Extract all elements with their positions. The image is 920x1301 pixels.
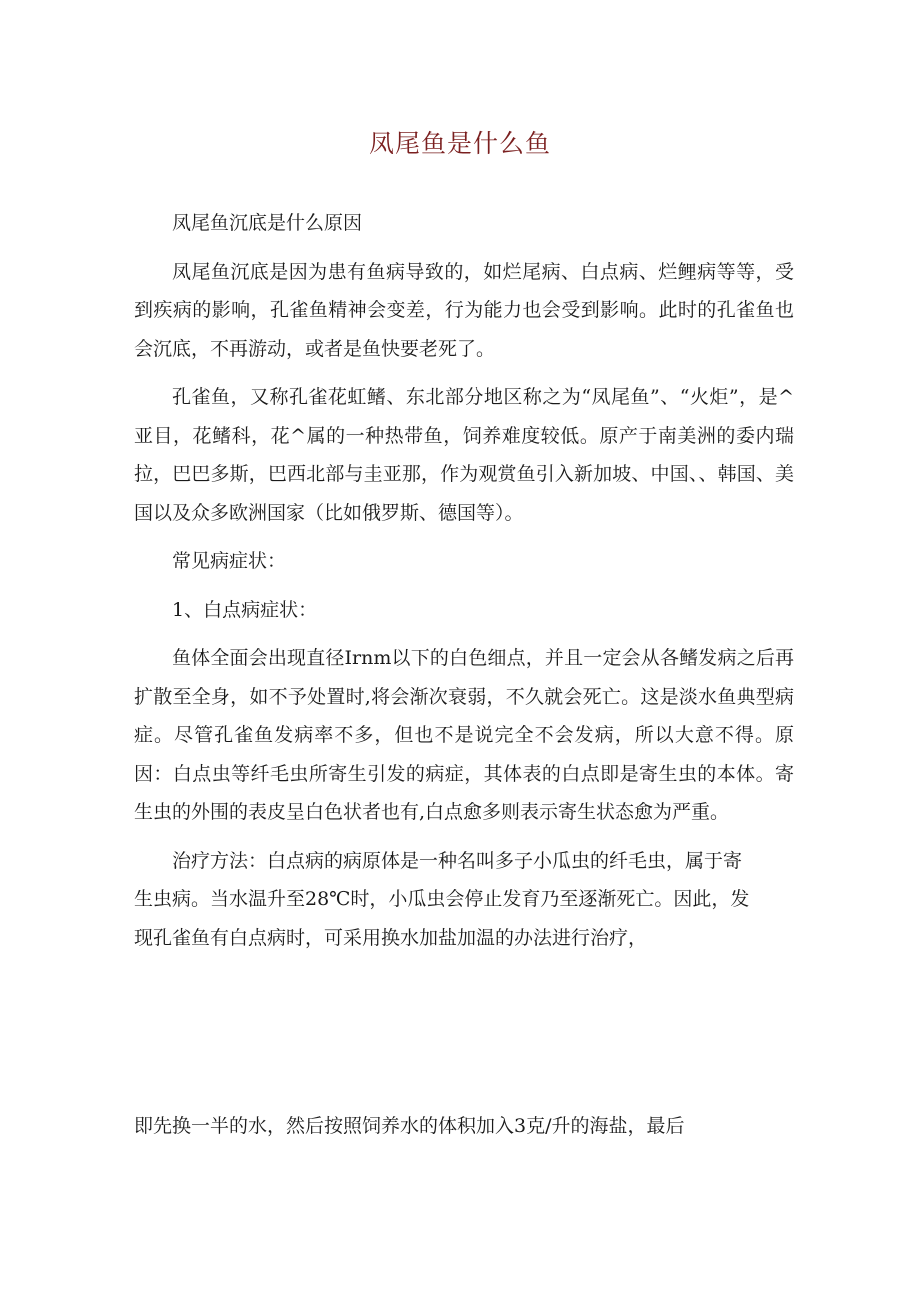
section-heading-white-spot: 1、白点病症状： [172, 598, 318, 621]
treatment-line-outdented: 即先换一半的水，然后按照饲养水的体积加入3克/升的海盐，最后 [134, 1115, 685, 1137]
document-title: 凤尾鱼是什么鱼 [368, 129, 551, 158]
paragraph-cause: 凤尾鱼沉底是因为患有鱼病导致的，如烂尾病、白点病、烂鲤病等等，受到疾病的影响，孔雀鱼精神会变差，行为能力也会受到影响。此时的孔雀鱼也会沉底，不再游动，或者是鱼快要老死了。 [134, 260, 794, 360]
paragraph-guppy-intro: 孔雀鱼，又称孔雀花虹鳍、东北部分地区称之为“凤尾鱼”、“火炬”，是^亚目，花鳍科，花^属的一种热带鱼，饲养难度较低。原产于南美洲的委内瑞拉，巴巴多斯，巴西北部与圭亚那，作为观赏鱼引入新加坡、中国、、韩国、美国以及众多欧洲国家（比如俄罗斯、德国等）。 [134, 386, 794, 524]
section-heading: 凤尾鱼沉底是什么原因 [172, 212, 363, 234]
section-heading-symptoms: 常见病症状： [172, 550, 287, 572]
paragraph-treatment [134, 842, 794, 958]
document-body [134, 204, 794, 957]
treatment-line: 治疗方法：白点病的病原体是一种名叫多子小瓜虫的纤毛虫，属于寄 [172, 849, 743, 872]
treatment-line: 现孔雀鱼有白点病时，可采用换水加盐加温的办法进行治疗， [134, 926, 648, 949]
treatment-line: 生虫病。当水温升至28℃时，小瓜虫会停止发育乃至逐渐死亡。因此，发 [134, 888, 750, 910]
paragraph-white-spot-symptoms: 鱼体全面会出现直径Irnm以下的白色细点，并且一定会从各鳍发病之后再扩散至全身，如不予处置时,将会渐次衰弱，不久就会死亡。这是淡水鱼典型病症。尽管孔雀鱼发病率不多，但也不是说完全不会发病，所以大意不得。原因：白点虫等纤毛虫所寄生引发的病症，其体表的白点即是寄生虫的本体。寄生虫的外围的表皮呈白色状者也有,白点愈多则表示寄生状态愈为严重。 [134, 647, 794, 823]
